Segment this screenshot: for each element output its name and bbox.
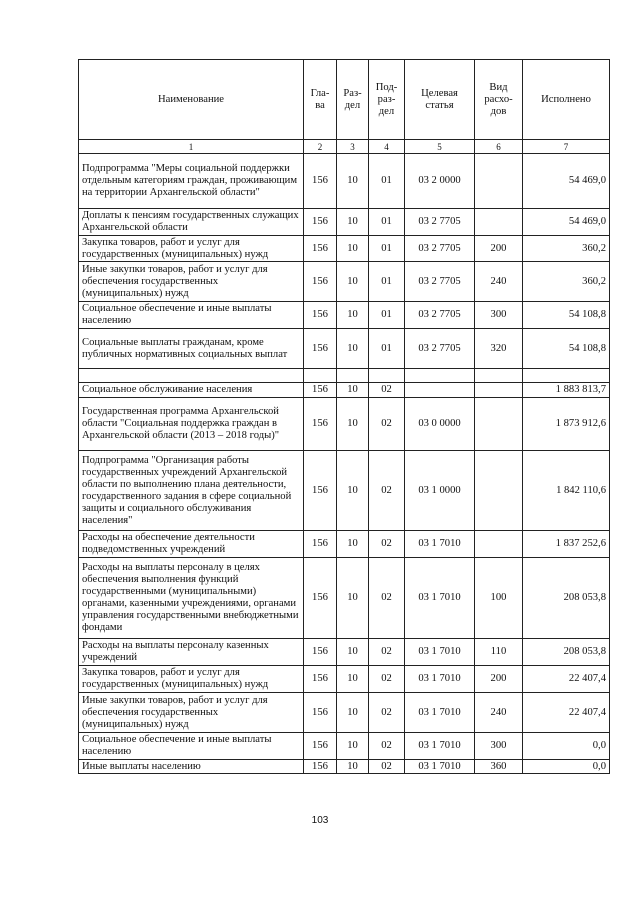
row-glava: 156: [304, 531, 337, 558]
table-row: [79, 262, 610, 302]
table-body: [79, 154, 610, 774]
header-row: [79, 60, 610, 140]
row-podrazdel: 02: [369, 733, 405, 760]
row-vid: 360: [475, 760, 523, 774]
row-razdel: 10: [337, 666, 369, 693]
row-name: Государственная программа Архангельской области "Социальная поддержка граждан в Архангельской области (2013 – 2018 годы)": [79, 398, 304, 451]
row-podrazdel: [369, 369, 405, 383]
row-name: Социальные выплаты гражданам, кроме публичных нормативных социальных выплат: [79, 329, 304, 369]
column-number-row: [79, 140, 610, 154]
row-vid: 240: [475, 262, 523, 302]
row-amount: [523, 369, 610, 383]
row-amount: 54 469,0: [523, 209, 610, 236]
row-statya: 03 1 7010: [405, 693, 475, 733]
table-row: [79, 154, 610, 209]
row-podrazdel: 01: [369, 329, 405, 369]
row-amount: 54 108,8: [523, 329, 610, 369]
row-amount: 1 842 110,6: [523, 451, 610, 531]
row-podrazdel: 02: [369, 666, 405, 693]
row-glava: 156: [304, 639, 337, 666]
header-glava: Гла-ва: [304, 60, 337, 140]
column-number: 3: [337, 140, 369, 154]
row-podrazdel: 02: [369, 451, 405, 531]
row-name: Подпрограмма "Меры социальной поддержки отдельным категориям граждан, проживающим на территории Архангельской области": [79, 154, 304, 209]
row-name: Иные закупки товаров, работ и услуг для обеспечения государственных (муниципальных) нужд: [79, 262, 304, 302]
row-vid: 240: [475, 693, 523, 733]
row-amount: 360,2: [523, 236, 610, 262]
table-row: [79, 639, 610, 666]
row-amount: 22 407,4: [523, 693, 610, 733]
row-podrazdel: 01: [369, 262, 405, 302]
row-amount: 360,2: [523, 262, 610, 302]
row-glava: 156: [304, 209, 337, 236]
row-razdel: 10: [337, 693, 369, 733]
row-razdel: 10: [337, 639, 369, 666]
row-vid: 200: [475, 666, 523, 693]
row-vid: 110: [475, 639, 523, 666]
row-razdel: [337, 369, 369, 383]
column-number: 1: [79, 140, 304, 154]
row-podrazdel: 02: [369, 760, 405, 774]
budget-table: [78, 59, 610, 774]
row-amount: 1 883 813,7: [523, 383, 610, 398]
table-row: [79, 329, 610, 369]
table-row: [79, 209, 610, 236]
row-glava: 156: [304, 666, 337, 693]
row-vid: [475, 154, 523, 209]
row-razdel: 10: [337, 262, 369, 302]
row-statya: 03 1 7010: [405, 666, 475, 693]
column-number: 2: [304, 140, 337, 154]
table-row: [79, 383, 610, 398]
row-vid: 100: [475, 558, 523, 639]
table-row: [79, 369, 610, 383]
row-razdel: 10: [337, 451, 369, 531]
row-razdel: 10: [337, 383, 369, 398]
row-vid: 300: [475, 733, 523, 760]
column-number: 7: [523, 140, 610, 154]
row-amount: 1 837 252,6: [523, 531, 610, 558]
table-row: [79, 733, 610, 760]
row-razdel: 10: [337, 329, 369, 369]
row-statya: 03 2 7705: [405, 329, 475, 369]
row-podrazdel: 02: [369, 639, 405, 666]
row-vid: 300: [475, 302, 523, 329]
row-name: [79, 369, 304, 383]
row-name: Иные выплаты населению: [79, 760, 304, 774]
row-glava: 156: [304, 398, 337, 451]
row-podrazdel: 02: [369, 383, 405, 398]
row-statya: 03 0 0000: [405, 398, 475, 451]
row-name: Расходы на выплаты персоналу в целях обеспечения выполнения функций государственными (муниципальными) органами, казенными учреждениями, органами управления государственными внебюджетными фондами: [79, 558, 304, 639]
row-name: Социальное обеспечение и иные выплаты населению: [79, 733, 304, 760]
row-name: Социальное обеспечение и иные выплаты населению: [79, 302, 304, 329]
row-statya: 03 2 7705: [405, 236, 475, 262]
header-vid: Вид расхо-дов: [475, 60, 523, 140]
row-podrazdel: 01: [369, 209, 405, 236]
row-amount: 54 108,8: [523, 302, 610, 329]
row-name: Подпрограмма "Организация работы государственных учреждений Архангельской области по выполнению плана деятельности, государственного задания в сфере социальной защиты и социального обслуживания населения": [79, 451, 304, 531]
row-razdel: 10: [337, 209, 369, 236]
header-name: Наименование: [79, 60, 304, 140]
row-amount: 208 053,8: [523, 558, 610, 639]
row-name: Расходы на выплаты персоналу казенных учреждений: [79, 639, 304, 666]
row-statya: 03 2 0000: [405, 154, 475, 209]
header-amount: Исполнено: [523, 60, 610, 140]
header-razdel: Раз-дел: [337, 60, 369, 140]
row-razdel: 10: [337, 154, 369, 209]
row-glava: 156: [304, 383, 337, 398]
header-podrazdel: Под-раз-дел: [369, 60, 405, 140]
page-number: 103: [311, 815, 329, 826]
row-glava: 156: [304, 451, 337, 531]
row-glava: 156: [304, 733, 337, 760]
row-vid: [475, 383, 523, 398]
row-razdel: 10: [337, 302, 369, 329]
row-amount: 54 469,0: [523, 154, 610, 209]
row-podrazdel: 02: [369, 558, 405, 639]
row-vid: [475, 369, 523, 383]
table-row: [79, 398, 610, 451]
row-podrazdel: 01: [369, 302, 405, 329]
table-row: [79, 451, 610, 531]
row-statya: 03 1 7010: [405, 558, 475, 639]
table-row: [79, 236, 610, 262]
row-glava: 156: [304, 693, 337, 733]
row-statya: 03 2 7705: [405, 262, 475, 302]
row-vid: [475, 209, 523, 236]
row-statya: 03 2 7705: [405, 209, 475, 236]
row-statya: 03 1 7010: [405, 639, 475, 666]
row-razdel: 10: [337, 236, 369, 262]
row-razdel: 10: [337, 398, 369, 451]
row-statya: 03 2 7705: [405, 302, 475, 329]
column-number: 5: [405, 140, 475, 154]
row-podrazdel: 02: [369, 398, 405, 451]
header-statya: Целевая статья: [405, 60, 475, 140]
row-razdel: 10: [337, 558, 369, 639]
row-podrazdel: 02: [369, 531, 405, 558]
row-razdel: 10: [337, 531, 369, 558]
table-row: [79, 558, 610, 639]
row-name: Расходы на обеспечение деятельности подведомственных учреждений: [79, 531, 304, 558]
row-name: Иные закупки товаров, работ и услуг для обеспечения государственных (муниципальных) нужд: [79, 693, 304, 733]
row-glava: 156: [304, 262, 337, 302]
column-number: 6: [475, 140, 523, 154]
row-glava: [304, 369, 337, 383]
row-podrazdel: 02: [369, 693, 405, 733]
column-number: 4: [369, 140, 405, 154]
row-glava: 156: [304, 558, 337, 639]
row-glava: 156: [304, 329, 337, 369]
table-row: [79, 760, 610, 774]
table-row: [79, 693, 610, 733]
row-vid: 200: [475, 236, 523, 262]
row-amount: 0,0: [523, 760, 610, 774]
row-glava: 156: [304, 760, 337, 774]
row-statya: [405, 383, 475, 398]
row-glava: 156: [304, 154, 337, 209]
table-row: [79, 302, 610, 329]
row-name: Закупка товаров, работ и услуг для государственных (муниципальных) нужд: [79, 666, 304, 693]
row-glava: 156: [304, 236, 337, 262]
row-glava: 156: [304, 302, 337, 329]
row-statya: 03 1 7010: [405, 733, 475, 760]
row-name: Социальное обслуживание населения: [79, 383, 304, 398]
row-razdel: 10: [337, 733, 369, 760]
row-podrazdel: 01: [369, 154, 405, 209]
row-statya: 03 1 0000: [405, 451, 475, 531]
row-amount: 0,0: [523, 733, 610, 760]
table-row: [79, 666, 610, 693]
row-statya: 03 1 7010: [405, 531, 475, 558]
table-row: [79, 531, 610, 558]
row-name: Доплаты к пенсиям государственных служащих Архангельской области: [79, 209, 304, 236]
row-vid: [475, 398, 523, 451]
row-vid: [475, 451, 523, 531]
row-podrazdel: 01: [369, 236, 405, 262]
row-razdel: 10: [337, 760, 369, 774]
row-amount: 208 053,8: [523, 639, 610, 666]
row-amount: 22 407,4: [523, 666, 610, 693]
row-vid: [475, 531, 523, 558]
row-statya: 03 1 7010: [405, 760, 475, 774]
row-vid: 320: [475, 329, 523, 369]
row-name: Закупка товаров, работ и услуг для государственных (муниципальных) нужд: [79, 236, 304, 262]
row-amount: 1 873 912,6: [523, 398, 610, 451]
row-statya: [405, 369, 475, 383]
